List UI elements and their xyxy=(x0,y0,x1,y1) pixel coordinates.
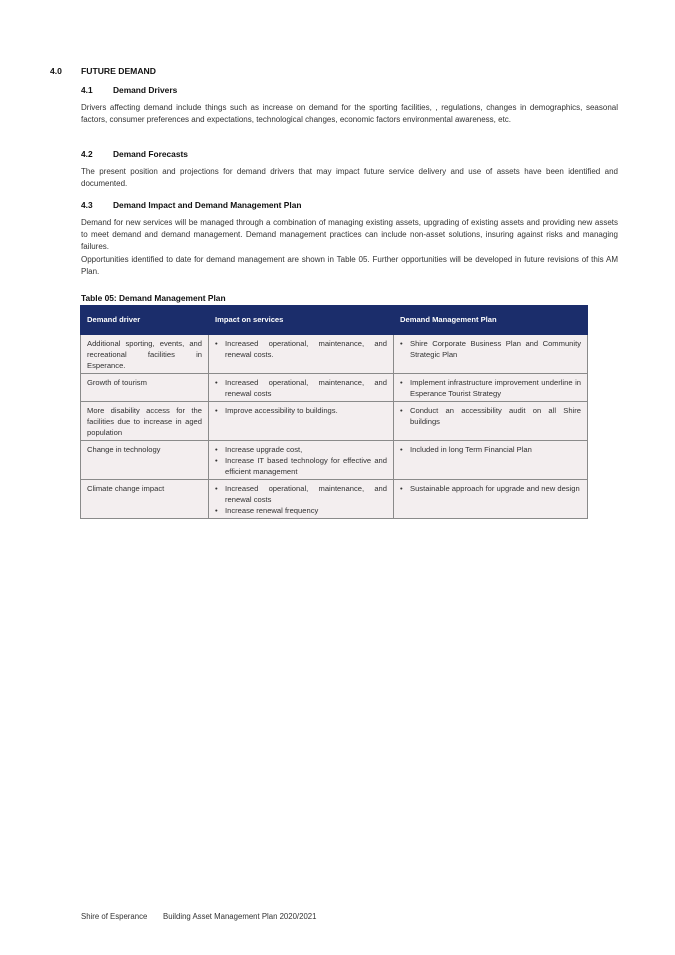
plan-item: • Included in long Term Financial Plan xyxy=(410,444,581,455)
driver-cell: Change in technology xyxy=(81,441,209,480)
header-demand-driver: Demand driver xyxy=(81,306,209,335)
plan-item: • Implement infrastructure improvement underline in Esperance Tourist Strategy xyxy=(410,377,581,399)
table-header-row xyxy=(81,306,588,335)
table-row xyxy=(81,335,588,374)
demand-drivers-paragraph: Drivers affecting demand include things such as increase on demand for the sporting facilities, , regulations, changes in demographics, seasonal factors, consumer preferences and expectations, technological changes, economic factors environmental awareness, etc. xyxy=(81,103,618,125)
impact-cell xyxy=(209,441,394,480)
subsection-heading-demand-drivers xyxy=(81,85,177,95)
section-title: FUTURE DEMAND xyxy=(81,66,156,76)
impact-item: • Increase upgrade cost, xyxy=(225,444,387,455)
impact-cell xyxy=(209,402,394,441)
plan-cell xyxy=(394,441,588,480)
subsection-title: Demand Drivers xyxy=(113,85,178,95)
table-caption: Table 05: Demand Management Plan xyxy=(81,293,226,303)
impact-item: • Increased operational, maintenance, and renewal costs. xyxy=(225,338,387,360)
plan-item: • Sustainable approach for upgrade and new design xyxy=(410,483,581,494)
subsection-title: Demand Impact and Demand Management Plan xyxy=(113,200,302,210)
demand-management-table xyxy=(80,305,588,519)
impact-item: • Increase renewal frequency xyxy=(225,505,387,516)
plan-item: • Shire Corporate Business Plan and Community Strategic Plan xyxy=(410,338,581,360)
plan-cell xyxy=(394,480,588,519)
impact-item: • Increased operational, maintenance, and renewal costs xyxy=(225,377,387,399)
footer-organization: Shire of Esperance xyxy=(81,912,148,921)
driver-cell: More disability access for the facilities due to increase in aged population xyxy=(81,402,209,441)
subsection-number: 4.2 xyxy=(81,149,93,159)
driver-cell: Growth of tourism xyxy=(81,374,209,402)
subsection-heading-demand-forecasts xyxy=(81,149,188,159)
impact-cell xyxy=(209,480,394,519)
plan-cell xyxy=(394,402,588,441)
subsection-heading-demand-impact xyxy=(81,200,301,210)
section-heading xyxy=(50,66,156,76)
table-row xyxy=(81,374,588,402)
subsection-number: 4.1 xyxy=(81,85,93,95)
plan-item: • Conduct an accessibility audit on all Shire buildings xyxy=(410,405,581,427)
demand-forecasts-paragraph: The present position and projections for demand drivers that may impact future service delivery and use of assets have been identified and documented. xyxy=(81,167,618,189)
section-number: 4.0 xyxy=(50,66,62,76)
plan-cell xyxy=(394,335,588,374)
page-footer xyxy=(81,912,316,921)
driver-cell: Additional sporting, events, and recreational facilities in Esperance. xyxy=(81,335,209,374)
table-row xyxy=(81,480,588,519)
driver-cell: Climate change impact xyxy=(81,480,209,519)
header-impact-on-services: Impact on services xyxy=(209,306,394,335)
impact-item: • Improve accessibility to buildings. xyxy=(225,405,387,416)
opportunities-paragraph: Opportunities identified to date for demand management are shown in Table 05. Further opportunities will be developed in future revisions of this AM Plan. xyxy=(81,255,618,277)
table-row xyxy=(81,402,588,441)
plan-cell xyxy=(394,374,588,402)
header-demand-management-plan: Demand Management Plan xyxy=(394,306,588,335)
footer-document-title: Building Asset Management Plan 2020/2021 xyxy=(163,912,317,921)
demand-impact-paragraph: Demand for new services will be managed through a combination of managing existing assets, upgrading of existing assets and providing new assets to meet demand and demand management. Demand management practices can include non-asset solutions, insuring against risks and managing failures. xyxy=(81,218,618,252)
subsection-number: 4.3 xyxy=(81,200,93,210)
impact-cell xyxy=(209,374,394,402)
table-row xyxy=(81,441,588,480)
impact-cell xyxy=(209,335,394,374)
subsection-title: Demand Forecasts xyxy=(113,149,188,159)
impact-item: • Increase IT based technology for effective and efficient management xyxy=(225,455,387,477)
impact-item: • Increased operational, maintenance, and renewal costs xyxy=(225,483,387,505)
